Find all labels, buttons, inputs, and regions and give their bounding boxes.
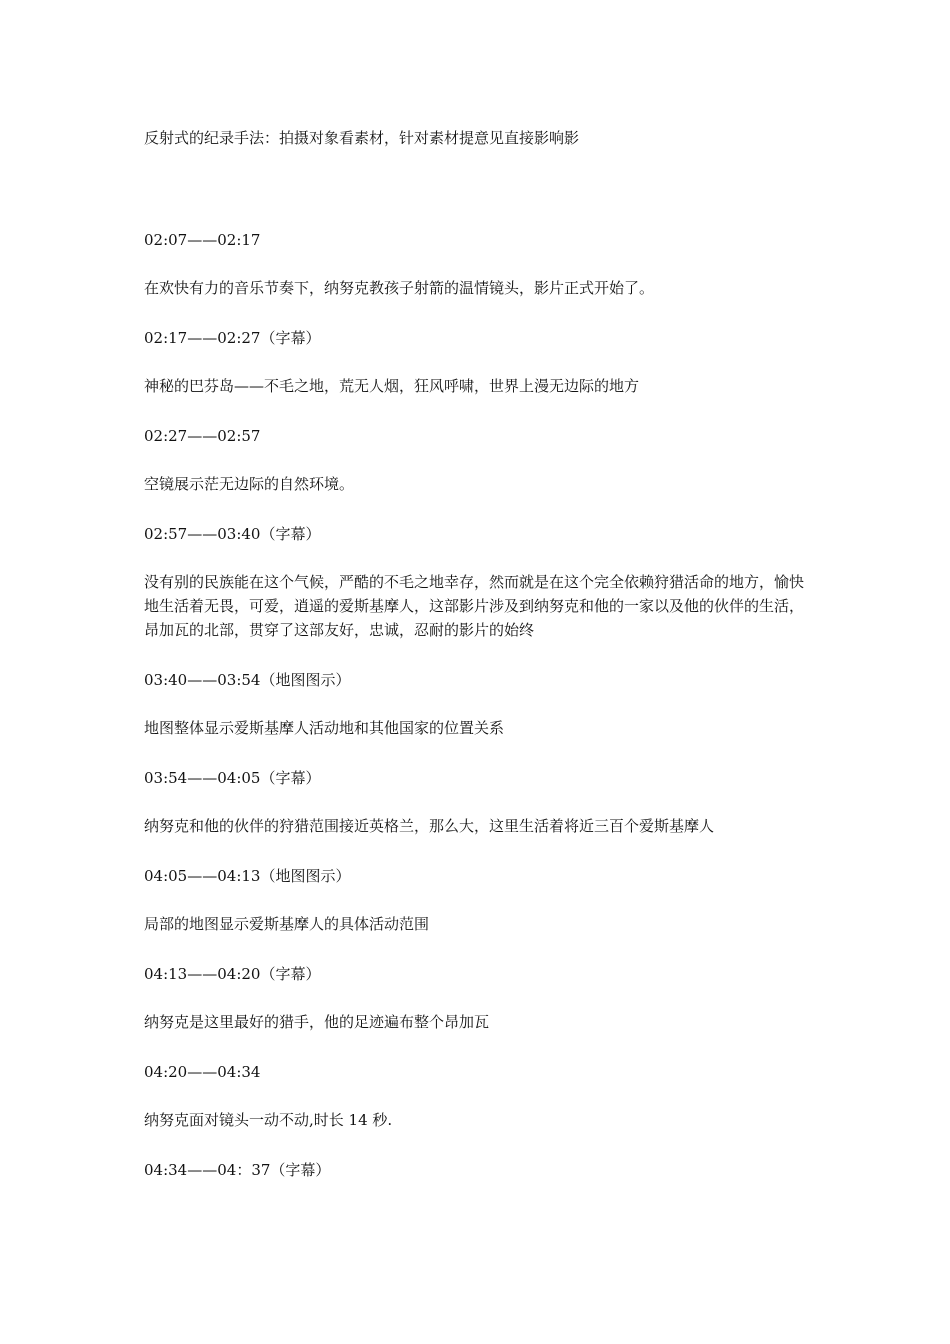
description: 纳努克面对镜头一动不动,时长 14 秒. (144, 1111, 393, 1129)
timestamp: 03:54——04:05（字幕） (144, 769, 321, 787)
timestamp: 02:57——03:40（字幕） (144, 525, 321, 543)
description: 没有别的民族能在这个气候，严酷的不毛之地幸存，然而就是在这个完全依赖狩猎活命的地方，愉快地生活着无畏，可爱，逍遥的爱斯基摩人，这部影片涉及到纳努克和他的一家以及他的伙伴的生活，昂加瓦的北部，贯穿了这部友好，忠诚，忍耐的影片的始终 (144, 573, 805, 639)
timestamp: 02:07——02:17 (144, 231, 261, 249)
timestamp: 04:05——04:13（地图图示） (144, 867, 351, 885)
timestamp: 04:20——04:34 (144, 1063, 261, 1081)
description: 空镜展示茫无边际的自然环境。 (144, 475, 355, 493)
timestamp: 03:40——03:54（地图图示） (144, 671, 351, 689)
description: 纳努克和他的伙伴的狩猎范围接近英格兰，那么大，这里生活着将近三百个爱斯基摩人 (144, 817, 715, 835)
timestamp: 02:27——02:57 (144, 427, 261, 445)
timestamp: 02:17——02:27（字幕） (144, 329, 321, 347)
description: 神秘的巴芬岛——不毛之地，荒无人烟，狂风呼啸，世界上漫无边际的地方 (144, 377, 640, 395)
document-body (144, 126, 812, 1206)
timestamp: 04:34——04：37（字幕） (144, 1161, 331, 1179)
description: 在欢快有力的音乐节奏下，纳努克教孩子射箭的温情镜头，影片正式开始了。 (144, 279, 655, 297)
description: 局部的地图显示爱斯基摩人的具体活动范围 (144, 915, 430, 933)
description: 地图整体显示爱斯基摩人活动地和其他国家的位置关系 (144, 719, 505, 737)
intro-paragraph: 反射式的纪录手法：拍摄对象看素材，针对素材提意见直接影响影 (144, 129, 580, 147)
timestamp: 04:13——04:20（字幕） (144, 965, 321, 983)
description: 纳努克是这里最好的猎手，他的足迹遍布整个昂加瓦 (144, 1013, 490, 1031)
